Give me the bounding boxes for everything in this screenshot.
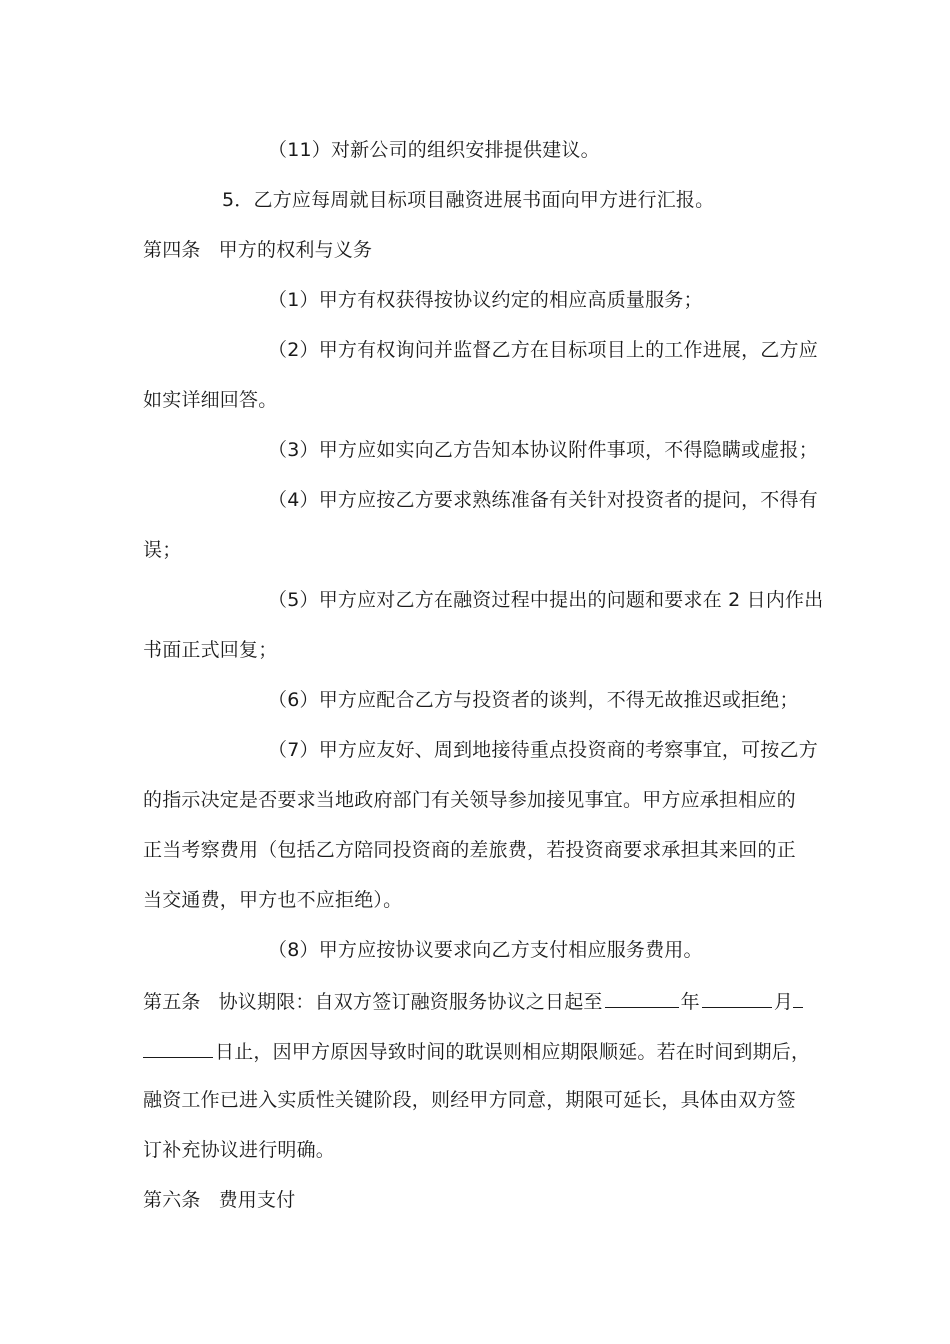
- article-5-text: 协议期限：自双方签订融资服务协议之日起至: [218, 991, 603, 1013]
- article-4-item-1: （1）甲方有权获得按协议约定的相应高质量服务；: [268, 289, 703, 311]
- article-4-item-3: （3）甲方应如实向乙方告知本协议附件事项，不得隐瞒或虚报；: [268, 439, 818, 461]
- article-4-number: 第四条: [143, 239, 201, 261]
- article-4-item-7: （7）甲方应友好、周到地接待重点投资商的考察事宜，可按乙方: [268, 739, 818, 761]
- clause-5: 5．乙方应每周就目标项目融资进展书面向甲方进行汇报。: [222, 189, 715, 211]
- article-4-item-6: （6）甲方应配合乙方与投资者的谈判，不得无故推迟或拒绝；: [268, 689, 799, 711]
- article-5-line-2-text: 日止，因甲方原因导致时间的耽误则相应期限顺延。若在时间到期后，: [215, 1041, 811, 1063]
- article-4-item-7-cont-2: 正当考察费用（包括乙方陪同投资商的差旅费，若投资商要求承担其来回的正: [143, 839, 796, 861]
- article-4-item-4: （4）甲方应按乙方要求熟练准备有关针对投资者的提问，不得有: [268, 489, 818, 511]
- day-blank-start: [793, 987, 803, 1008]
- month-label: 月: [773, 991, 794, 1013]
- article-5-line-2: [143, 1037, 810, 1065]
- year-blank: [605, 987, 679, 1008]
- item-11: （11）对新公司的组织安排提供建议。: [268, 139, 600, 161]
- article-6-title: 费用支付: [218, 1189, 296, 1211]
- article-4-heading: [143, 237, 372, 263]
- article-4-item-2: （2）甲方有权询问并监督乙方在目标项目上的工作进展，乙方应: [268, 339, 818, 361]
- article-5-number: 第五条: [143, 991, 201, 1013]
- article-5-line-3: 融资工作已进入实质性关键阶段，则经甲方同意，期限可延长，具体由双方签: [143, 1089, 796, 1111]
- article-4-title: 甲方的权利与义务: [218, 239, 373, 261]
- article-4-item-2-cont: 如实详细回答。: [143, 389, 278, 411]
- article-4-item-5: （5）甲方应对乙方在融资过程中提出的问题和要求在 2 日内作出: [268, 589, 824, 611]
- article-4-item-5-cont: 书面正式回复；: [143, 639, 278, 661]
- month-blank: [702, 987, 772, 1008]
- article-6-heading: [143, 1187, 295, 1213]
- day-blank: [143, 1037, 213, 1058]
- year-label: 年: [680, 991, 700, 1013]
- article-5-line-1: [143, 987, 803, 1015]
- article-5-line-4: 订补充协议进行明确。: [143, 1139, 336, 1161]
- article-6-number: 第六条: [143, 1189, 201, 1211]
- article-4-item-7-cont-3: 当交通费，甲方也不应拒绝）。: [143, 889, 403, 911]
- article-4-item-4-cont: 误；: [143, 539, 182, 561]
- article-4-item-7-cont-1: 的指示决定是否要求当地政府部门有关领导参加接见事宜。甲方应承担相应的: [143, 789, 796, 811]
- article-4-item-8: （8）甲方应按协议要求向乙方支付相应服务费用。: [268, 939, 703, 961]
